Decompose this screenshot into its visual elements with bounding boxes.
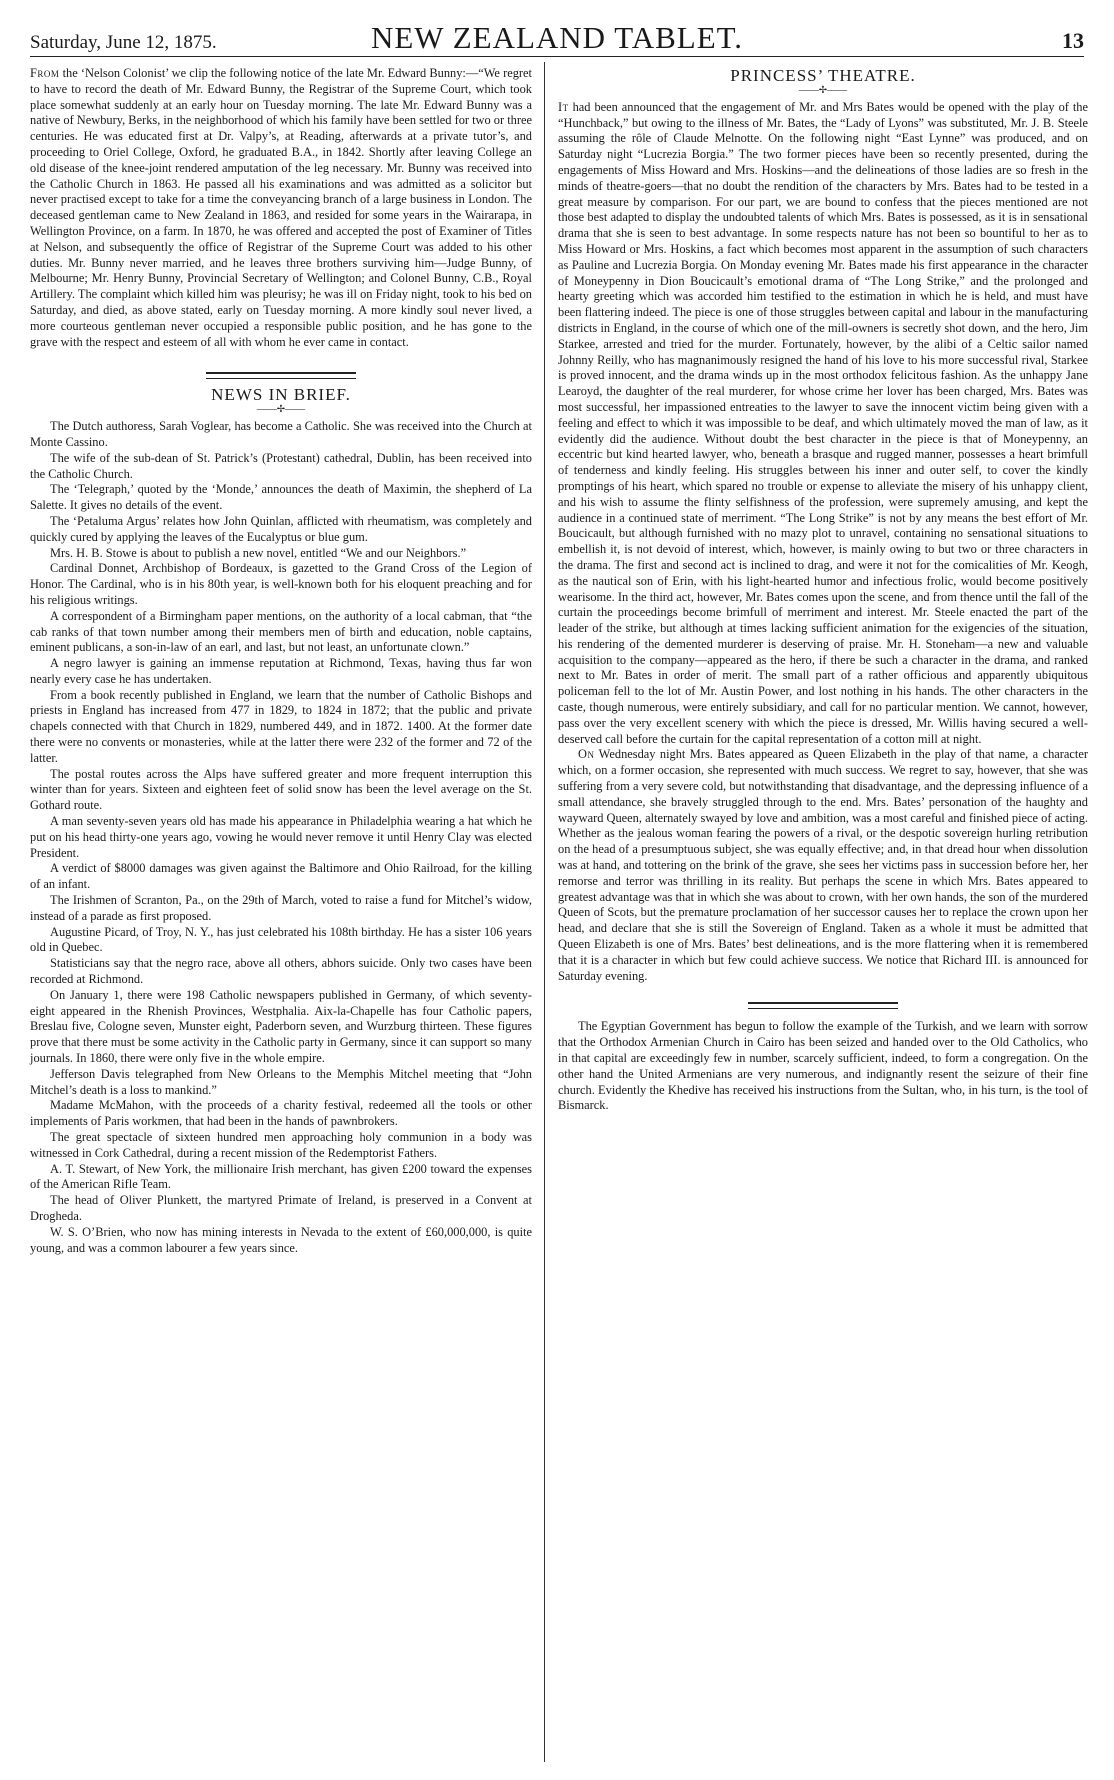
right-column <box>558 66 1088 1114</box>
theatre-p2-text: Wednesday night Mrs. Bates appeared as Queen Elizabeth in the play of that name, a character which, on a former occasion, she represented with much success. We regret to say, however, that she was suffering from a very severe cold, but notwithstanding that disadvantage, and the depressing influence of a small attendance, she bravely struggled through to the end. Mrs. Bates’ personation of the haughty and wayward Queen, alternately swayed by love and ambition, was a most careful and finished piece of acting. Whether as the jealous woman fearing the powers of a rival, or the despotic sovereign hurling retribution on the head of a presumptuous subject, she was equally effective; and, in that dread hour when dissolution was at hand, and tottering on the brink of the grave, she sees her victims pass in succession before her, her remorse and terror was thrilling in its reality. But perhaps the scene in which Mrs. Bates appeared to greatest advantage was that in which she was about to crown, with her own hands, the son of the murdered Queen of Scots, but the premature proclamation of her successor causes her to replace the crown upon her head, and declare that she is still the Sovereign of England. Taken as a whole it must be admitted that Queen Elizabeth is one of Mrs. Bates’ best delineations, and is the more flattering when it is remembered that it is a character in which but few could achieve success. We notice that Richard III. is announced for Saturday evening. <box>558 747 1088 983</box>
news-item: The Dutch authoress, Sarah Voglear, has become a Catholic. She was received into the Church at Monte Cassino. <box>30 419 532 449</box>
news-item: The wife of the sub-dean of St. Patrick’s (Protestant) cathedral, Dublin, has been received into the Catholic Church. <box>30 450 532 481</box>
news-item: A correspondent of a Birmingham paper mentions, on the authority of a local cabman, that “the cab ranks of that town number among their members men of birth and education, noble captains, eminent publicans, a son-in-law of an earl, and last, but not least, an unfortunate clown.” <box>30 608 532 655</box>
news-heading: NEWS IN BRIEF. <box>211 385 351 405</box>
news-item: A. T. Stewart, of New York, the millionaire Irish merchant, has given £200 toward the expenses of the American Rifle Team. <box>30 1161 532 1192</box>
section-separator <box>748 1002 898 1009</box>
news-item: From a book recently published in England, we learn that the number of Catholic Bishops and priests in England has increased from 477 in 1829, to 1824 in 1872; that the public and private chapels connected with that Church in 1829, numbered 449, and in 1872. 1400. At the former date there were no convents or monasteries, while at the latter there were 232 of the former and 72 of the latter. <box>30 687 532 765</box>
theatre-paragraph <box>558 747 1088 984</box>
news-item: A negro lawyer is gaining an immense reputation at Richmond, Texas, having thus far won nearly every case he has undertaken. <box>30 656 532 686</box>
news-item: Cardinal Donnet, Archbishop of Bordeaux, is gazetted to the Grand Cross of the Legion of Honor. The Cardinal, who is in his 80th year, is well-known both for his eloquent preaching and for his religious writings. <box>30 561 532 607</box>
news-item: Mrs. H. B. Stowe is about to publish a new novel, entitled “We and our Neighbors.” <box>50 545 467 560</box>
news-item: The head of Oliver Plunkett, the martyred Primate of Ireland, is preserved in a Convent at Drogheda. <box>30 1193 532 1223</box>
heading-ornament: ——✢—— <box>798 84 848 96</box>
news-item: Statisticians say that the negro race, above all others, abhors suicide. Only two cases have been recorded at Richmond. <box>30 956 532 987</box>
issue-date: Saturday, June 12, 1875. <box>30 32 217 53</box>
column-divider <box>544 62 545 1762</box>
publication-title: NEW ZEALAND TABLET. <box>370 20 744 55</box>
news-item: Augustine Picard, of Troy, N. Y., has just celebrated his 108th birthday. He has a sister 106 years old in Quebec. <box>30 924 532 955</box>
left-column <box>30 66 532 1256</box>
theatre-heading: PRINCESS’ THEATRE. <box>730 66 916 85</box>
obituary-paragraph <box>30 66 532 350</box>
news-item: W. S. O’Brien, who now has mining interests in Nevada to the extent of £60,000,000, is quite young, and was a common labourer a few years since. <box>30 1224 532 1255</box>
news-item: The postal routes across the Alps have suffered greater and more frequent interruption this winter than for years. Sixteen and eighteen feet of solid snow has been the level average on the St. Gothard route. <box>30 766 532 813</box>
obituary-lead-word: From <box>30 66 60 80</box>
news-item: The Irishmen of Scranton, Pa., on the 29th of March, voted to raise a fund for Mitchel’s widow, instead of a parade as first proposed. <box>30 893 532 923</box>
theatre-p1-lead: It <box>558 99 569 114</box>
theatre-paragraph <box>558 100 1088 748</box>
news-item: On January 1, there were 198 Catholic newspapers published in Germany, of which seventy-eight appeared in the Rhenish Provinces, Westphalia. Aix-la-Chapelle has four Catholic papers, Breslau five, Cologne seven, Munster eight, Paderborn seven, and Wurzburg thirteen. These figures prove that there must be some activity in the Catholic party in Germany, since it can support so many journals. In 1860, there were only five in the whole empire. <box>30 987 532 1066</box>
heading-ornament: ——✢—— <box>256 404 306 416</box>
theatre-p2-lead: On <box>578 747 595 762</box>
masthead <box>30 14 1084 60</box>
page-number: 13 <box>1062 28 1084 53</box>
section-separator <box>206 372 356 379</box>
news-item: The great spectacle of sixteen hundred men approaching holy communion in a body was witnessed in Cork Cathedral, during a recent mission of the Redemptorist Fathers. <box>30 1130 532 1160</box>
egypt-paragraph: The Egyptian Government has begun to follow the example of the Turkish, and we learn with sorrow that the Orthodox Armenian Church in Cairo has been seized and handed over to the Old Catholics, who in that capital are exceedingly few in number, scarcely sufficient, indeed, to form a congregation. On the other hand the United Armenians are very numerous, and indignantly resent the seizure of their fine church. Evidently the Khedive has received his instructions from the Sultan, who, in his turn, is the tool of Bismarck. <box>558 1019 1088 1113</box>
theatre-p1-text: had been announced that the engagement of Mr. and Mrs Bates would be opened with the play of the “Hunchback,” but owing to the illness of Mr. Bates, the “Lady of Lyons” was substituted, Mr. J. B. Steele assuming the rôle of Claude Melnotte. On the following night “East Lynne” was produced, and on Saturday night “Lucrezia Borgia.” The two former pieces have been so recently presented, during the engagements of Miss Howard and Mrs. Hoskins—and the delineations of those ladies are so fresh in the minds of theatre-goers—that no doubt the rendition of the characters by Mrs. Bates had to be tested in a great measure by comparison. For our part, we are bound to confess that the pieces mentioned are not those best adapted to display the undoubted talents of which Mrs. Bates is possessed, as it is in sensational drama that she is seen to best advantage. In some respects nature has not been so bountiful to her as to Miss Howard or Mrs. Hoskins, a fact which becomes most apparent in the assumption of such characters as Pauline and Lucrezia Borgia. On Monday evening Mr. Bates made his first appearance in the character of Moneypenny in Dion Boucicault’s emotional drama of “The Long Strike,” and the prolonged and hearty greeting which was accorded him testified to the estimation in which he is held, and must have been flattering indeed. The piece is one of those struggles between capital and labour in the manufacturing districts in England, in the course of which one of the mill-owners is secretly shot down, and the hero, Jim Starkee, arrested and tried for the murder. Fortunately, however, by the alibi of a Celtic sailor named Johnny Reilly, who has magnanimously resigned the hand of his love to his more successful rival, Starkee is proved innocent, and the drama winds up in the most orthodox felicitous fashion. As the unhappy Jane Learoyd, the daughter of the real murderer, for whose crime her lover has been charged, Mrs. Bates was most successful, her impassioned entreaties to the lawyer to save the innocent victim being given with a feeling and effect to which it was impossible to be deaf, and which ultimately moved the man of law, as it evidently did the audience. Without doubt the best character in the piece is that of Moneypenny, an eccentric but kind hearted lawyer, who, beneath a brasque and rugged manner, possesses a heart brimfull of tenderness and kindly feeling. His struggles between his inner and outer self, to cover the kindly promptings of his heart, which spared no trouble or expense to alleviate the misery of his unhappy client, and his wish to assume the flinty selfishness of the profession, were supremely amusing, and kept the audience in a continued state of merriment. “The Long Strike” is not by any means the best effort of Mr. Boucicault, but although furnished with no mazy plot to unravel, containing no sensational situations to embellish it, is not devoid of interest, which, however, is mainly owing to but two or three characters in the drama. The first and second act is inclined to drag, and were it not for the comicalities of Mr. Keogh, as the nautical son of Erin, with his light-hearted humor and infectious frolic, would become positively wearisome. In the third act, however, Mr. Bates comes upon the scene, and from thence until the fall of the curtain the proceedings become brimfull of merriment and interest. Mr. Steele enacted the part of the leader of the strike, but although at times lacking sufficient animation for the exigencies of the situation, his rendering of the demented murderer is deserving of praise. Mr. H. Stoneham—a new and valuable acquisition to the company—appeared as the hero, if there be such a character in the drama, and ranked next to Mr. Bates in order of merit. The small part of a rather officious and apparently ubiquitous policeman fell to the lot of Mr. Austin Power, and lost nothing in his hands. The other characters in the caste, though numerous, were entirely subsidiary, and call for no particular mention. We cannot, however, pass over the very excellent scenery with which the piece is dressed, Mr. Willis having secured a well-deserved call before the curtain for the capital representation of a cotton mill at night. <box>558 99 1088 746</box>
news-item: A man seventy-seven years old has made his appearance in Philadelphia wearing a hat which he put on his head thirty-one years ago, vowing he would never remove it until Henry Clay was elected President. <box>30 814 532 860</box>
masthead-rule <box>30 56 1084 57</box>
news-item: Jefferson Davis telegraphed from New Orleans to the Memphis Mitchel meeting that “John Mitchel’s death is a loss to mankind.” <box>30 1066 532 1097</box>
news-item: Madame McMahon, with the proceeds of a charity festival, redeemed all the tools or other implements of Paris workmen, that had been in the hands of pawnbrokers. <box>30 1098 532 1129</box>
obituary-text: the ‘Nelson Colonist’ we clip the following notice of the late Mr. Edward Bunny:—“We regret to have to record the death of Mr. Edward Bunny, the Registrar of the Supreme Court, which took place somewhat suddenly at an early hour on Tuesday morning. The late Mr. Edward Bunny was a native of Newbury, Berks, in the neighborhood of which his family have been settled for two or three centuries. He was educated first at Dr. Valpy’s, at Reading, afterwards at a private tutor’s, and proceeding to Oriel College, Oxford, he graduated B.A., in 1842. Shortly after leaving College an old disease of the knee-joint rendered amputation of the leg necessary. Mr. Bunny was received into the Catholic Church in 1863. He passed all his examinations and was admitted as a solicitor but never practised except to take for a time the conveyancing branch of a large business in London. The deceased gentleman came to New Zealand in 1863, and resided for some years in the Wairarapa, in Wellington Province, on a farm. In 1870, he was offered and accepted the post of Examiner of Titles at Nelson, and subsequently the office of Registrar of the Supreme Court was added to his other duties. Mr. Bunny never married, and he leaves three brothers surviving him—Judge Bunny, of Melbourne; Mr. Henry Bunny, Provincial Secretary of Wellington; and Colonel Bunny, C.B., Royal Artillery. The complaint which killed him was pleurisy; he was ill on Friday night, took to his bed on Saturday, and died, as above stated, early on Tuesday morning. A more kindly soul never lived, a more courteous gentleman never occupied a responsible public position, and he has gone to the grave with the respect and esteem of all with whom he ever came in contact. <box>30 66 532 349</box>
news-item: The ‘Petaluma Argus’ relates how John Quinlan, afflicted with rheumatism, was completely and quickly cured by applying the leaves of the Eucalyptus or blue gum. <box>30 513 532 544</box>
news-item: The ‘Telegraph,’ quoted by the ‘Monde,’ announces the death of Maximin, the shepherd of La Salette. It gives no details of the event. <box>30 482 532 513</box>
news-item: A verdict of $8000 damages was given against the Baltimore and Ohio Railroad, for the killing of an infant. <box>30 861 532 892</box>
